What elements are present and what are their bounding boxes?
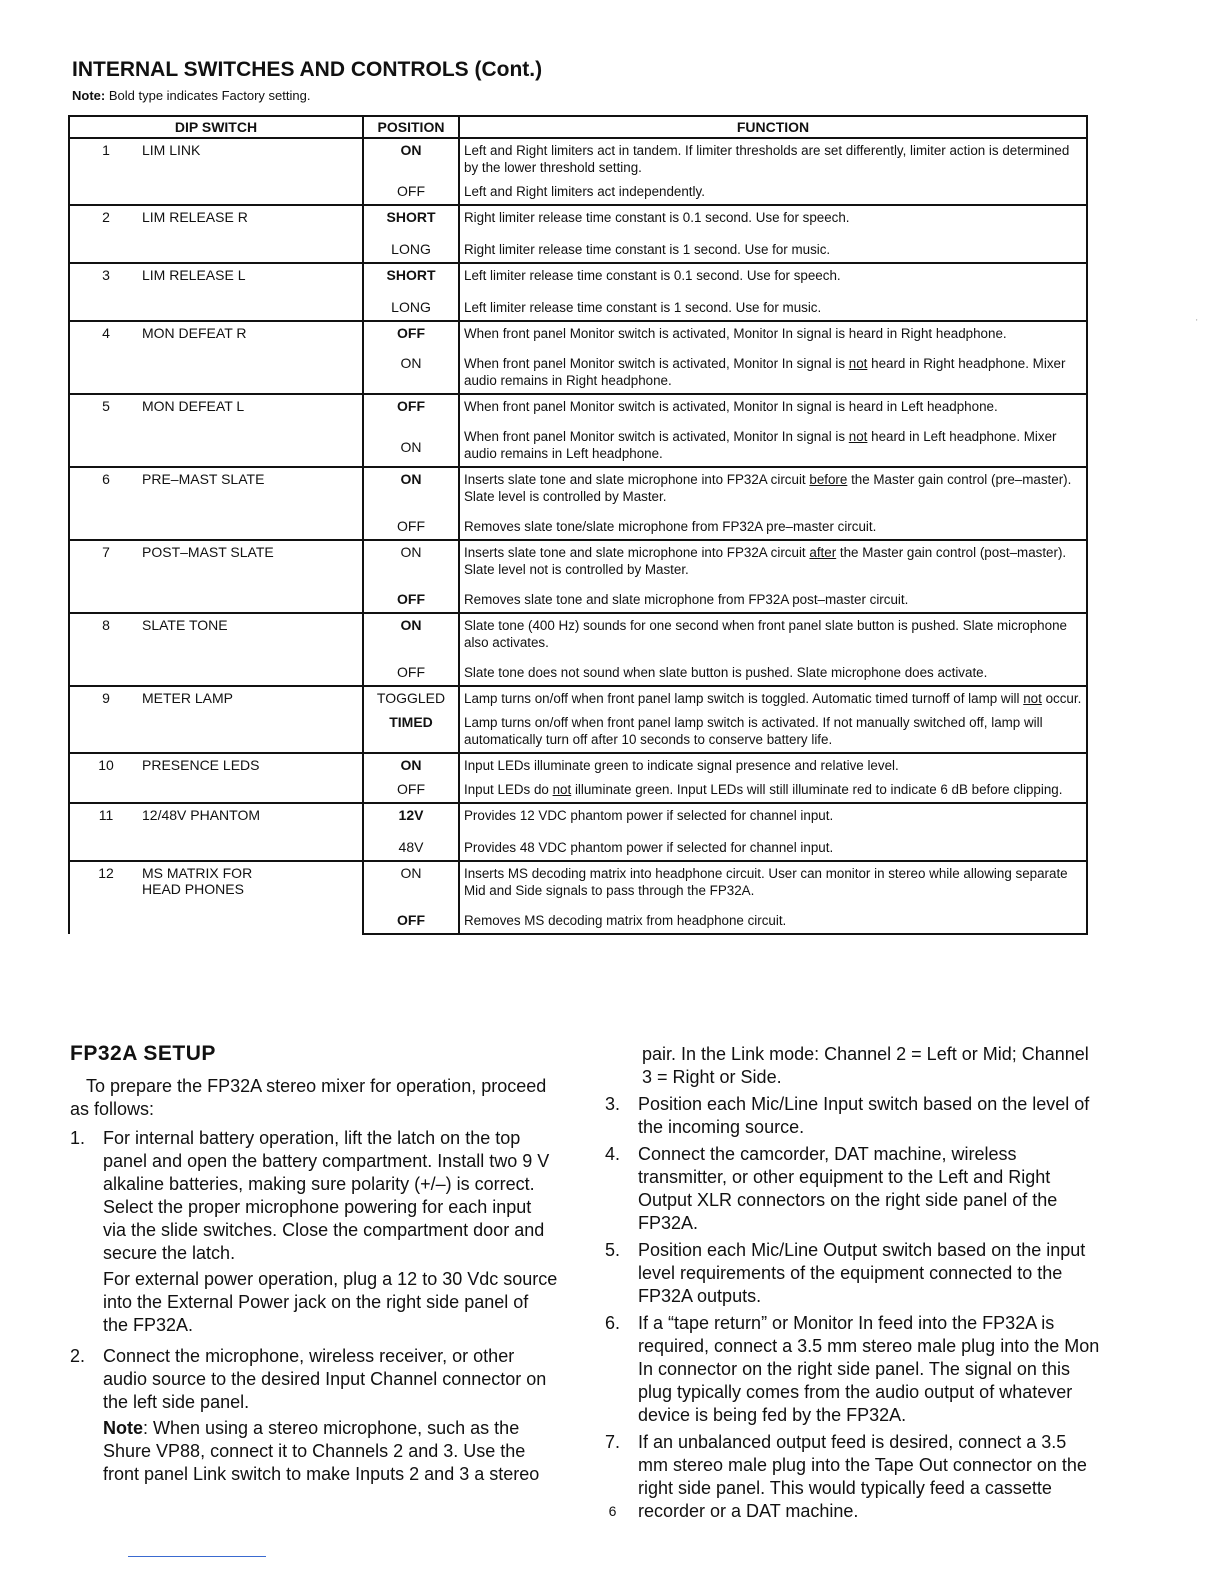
switch-position: TIMED — [389, 714, 433, 730]
switch-function: Slate tone (400 Hz) sounds for one second when front panel slate button is pushed. Slate microphone also activates. — [464, 618, 1067, 650]
dip-switch-table — [68, 115, 1088, 935]
setup-title: FP32A SETUP — [70, 1042, 216, 1065]
switch-number: 1 — [102, 142, 110, 158]
switch-position: SHORT — [386, 209, 436, 225]
table-row — [69, 686, 1087, 711]
switch-function: Removes slate tone and slate microphone from FP32A post–master circuit. — [464, 592, 909, 607]
step-number: 1. — [70, 1128, 86, 1148]
switch-name: PRE–MAST SLATE — [142, 471, 265, 487]
step-text: For external power operation, plug a 12 to 30 Vdc source into the External Power jack on the right side panel of the FP32A. — [103, 1269, 558, 1335]
switch-position: ON — [400, 865, 422, 881]
step-note: Note: When using a stereo microphone, such as the Shure VP88, connect it to Channels 2 and 3. Use the front panel Link switch to make Inputs 2 and 3 a stereo — [103, 1418, 540, 1484]
switch-function: Input LEDs do not illuminate green. Input LEDs will still illuminate red to indicate 6 dB before clipping. — [464, 782, 1063, 797]
switch-name: 12/48V PHANTOM — [142, 807, 261, 823]
switch-function: Left limiter release time constant is 0.1 second. Use for speech. — [464, 268, 841, 283]
table-row — [69, 540, 1087, 588]
switch-position: OFF — [397, 664, 425, 680]
step-number: 6. — [605, 1313, 621, 1333]
page-number: 6 — [608, 1503, 617, 1519]
switch-number: 9 — [102, 690, 110, 706]
switch-number: 7 — [102, 544, 110, 560]
switch-name: POST–MAST SLATE — [142, 544, 274, 560]
switch-name: MS MATRIX FOR HEAD PHONES — [142, 865, 253, 897]
switch-function: When front panel Monitor switch is activated, Monitor In signal is heard in Left headphone. — [464, 399, 998, 414]
switch-number: 5 — [102, 398, 110, 414]
step-text: If a “tape return” or Monitor In feed into the FP32A is required, connect a 3.5 mm stereo male plug into the Mon In connector on the right side panel. The signal on this plug typically comes from the audio output of whatever device is being fed by the FP32A. — [638, 1313, 1100, 1425]
list-item — [605, 1239, 1100, 1308]
table-row — [69, 394, 1087, 425]
switch-function: When front panel Monitor switch is activated, Monitor In signal is not heard in Right headphone. Mixer audio remains in Right headphone. — [464, 356, 1066, 388]
switch-name: SLATE TONE — [142, 617, 228, 633]
switch-position: TOGGLED — [376, 690, 446, 706]
setup-right-column — [605, 1043, 1100, 1523]
switch-function: Removes MS decoding matrix from headphone circuit. — [464, 913, 787, 928]
table-row — [69, 803, 1087, 836]
table-row — [69, 861, 1087, 909]
switch-position: OFF — [397, 183, 425, 199]
switch-number: 10 — [98, 757, 114, 773]
switch-number: 6 — [102, 471, 110, 487]
switch-function: Inserts MS decoding matrix into headphone circuit. User can monitor in stereo while allowing separate Mid and Side signals to pass through the FP32A. — [464, 866, 1068, 898]
step-text: If an unbalanced output feed is desired, connect a 3.5 mm stereo male plug into the Tape Out connector on the right side panel. This would typically feed a cassette recorder or a DAT machine. — [638, 1432, 1087, 1521]
step-number: 5. — [605, 1240, 621, 1260]
table-row — [69, 467, 1087, 515]
table-row — [69, 263, 1087, 296]
step-text: Position each Mic/Line Output switch based on the input level requirements of the equipment connected to the FP32A outputs. — [638, 1240, 1086, 1306]
switch-number: 2 — [102, 209, 110, 225]
switch-position: OFF — [397, 781, 425, 797]
switch-function: Left limiter release time constant is 1 second. Use for music. — [464, 300, 822, 315]
switch-position: OFF — [397, 325, 425, 341]
switch-function: Removes slate tone/slate microphone from FP32A pre–master circuit. — [464, 519, 877, 534]
switch-function: Provides 12 VDC phantom power if selected for channel input. — [464, 808, 834, 823]
table-header-row — [69, 116, 1087, 138]
switch-function: When front panel Monitor switch is activated, Monitor In signal is heard in Right headphone. — [464, 326, 1007, 341]
step-text: Position each Mic/Line Input switch based on the level of the incoming source. — [638, 1094, 1090, 1137]
switch-function: Input LEDs illuminate green to indicate signal presence and relative level. — [464, 758, 899, 773]
switch-function: Provides 48 VDC phantom power if selected for channel input. — [464, 840, 834, 855]
header-function: FUNCTION — [459, 116, 1087, 138]
switch-position: OFF — [397, 398, 425, 414]
switch-function: Lamp turns on/off when front panel lamp switch is toggled. Automatic timed turnoff of lamp will not occur. — [464, 691, 1082, 706]
header-position: POSITION — [363, 116, 459, 138]
switch-position: LONG — [391, 299, 431, 315]
switch-position: OFF — [397, 591, 425, 607]
switch-number: 4 — [102, 325, 110, 341]
table-row — [69, 753, 1087, 778]
step-text: For internal battery operation, lift the latch on the top panel and open the battery compartment. Install two 9 V alkaline batteries, making sure polarity (+/–) is correct. Select the proper microphone powering for each input via the slide switches. Close the compartment door and secure the latch. — [103, 1128, 550, 1263]
switch-function: Inserts slate tone and slate microphone into FP32A circuit before the Master gain control (pre–master). Slate level is controlled by Master. — [464, 472, 1072, 504]
switch-position: SHORT — [386, 267, 436, 283]
switch-name: METER LAMP — [142, 690, 234, 706]
page-title: INTERNAL SWITCHES AND CONTROLS (Cont.) — [72, 58, 543, 81]
switch-position: OFF — [397, 518, 425, 534]
switch-position: 12V — [398, 807, 424, 823]
switch-name: MON DEFEAT L — [142, 398, 245, 414]
switch-function: When front panel Monitor switch is activated, Monitor In signal is not heard in Left headphone. Mixer audio remains in Left headphone. — [464, 429, 1057, 461]
switch-number: 12 — [98, 865, 114, 881]
note-text: Bold type indicates Factory setting. — [108, 88, 311, 103]
switch-position: 48V — [398, 839, 424, 855]
switch-position: OFF — [397, 912, 425, 928]
list-item — [605, 1143, 1100, 1235]
switch-number: 3 — [102, 267, 110, 283]
step-text: Connect the camcorder, DAT machine, wireless transmitter, or other equipment to the Left and Right Output XLR connectors on the right side panel of the FP32A. — [638, 1144, 1058, 1233]
switch-function: Left and Right limiters act in tandem. If limiter thresholds are set differently, limiter action is determined by the lower threshold setting. — [464, 143, 1070, 175]
switch-position: ON — [400, 355, 422, 371]
step-number: 2. — [70, 1346, 86, 1366]
switch-position: ON — [400, 544, 422, 560]
list-item — [70, 1127, 558, 1337]
switch-function: Lamp turns on/off when front panel lamp switch is activated. If not manually switched off, lamp will automatically turn off after 10 seconds to conserve battery life. — [464, 715, 1043, 747]
stray-mark: ' — [1196, 318, 1198, 327]
header-dip-switch: DIP SWITCH — [69, 116, 363, 138]
list-item — [605, 1093, 1100, 1139]
switch-position: LONG — [391, 241, 431, 257]
step-continuation: pair. In the Link mode: Channel 2 = Left or Mid; Channel 3 = Right or Side. — [642, 1044, 1089, 1087]
step-number: 3. — [605, 1094, 621, 1114]
switch-function: Right limiter release time constant is 0.1 second. Use for speech. — [464, 210, 850, 225]
step-number: 4. — [605, 1144, 621, 1164]
list-item — [70, 1345, 558, 1486]
switch-name: LIM RELEASE R — [142, 209, 248, 225]
table-row — [69, 613, 1087, 661]
switch-position: ON — [400, 142, 422, 158]
switch-function: Inserts slate tone and slate microphone into FP32A circuit after the Master gain control (post–master). Slate level not is controlled by Master. — [464, 545, 1067, 577]
note-line — [72, 88, 310, 103]
switch-name: LIM RELEASE L — [142, 267, 246, 283]
step-text: Connect the microphone, wireless receiver, or other audio source to the desired Input Channel connector on the left side panel. — [103, 1346, 547, 1412]
switch-name: PRESENCE LEDS — [142, 757, 260, 773]
switch-name: MON DEFEAT R — [142, 325, 247, 341]
note-label: Note: — [72, 88, 106, 103]
switch-function: Left and Right limiters act independently. — [464, 184, 705, 199]
switch-number: 11 — [98, 807, 114, 823]
switch-position: ON — [400, 471, 422, 487]
table-row — [69, 205, 1087, 238]
switch-function: Slate tone does not sound when slate button is pushed. Slate microphone does activate. — [464, 665, 988, 680]
switch-position: ON — [400, 617, 422, 633]
footer-rule — [128, 1556, 266, 1557]
switch-name: LIM LINK — [142, 142, 201, 158]
setup-left-column — [70, 1075, 558, 1486]
list-item — [605, 1312, 1100, 1427]
switch-position: ON — [400, 439, 422, 455]
setup-intro: To prepare the FP32A stereo mixer for operation, proceed as follows: — [70, 1076, 547, 1119]
table-row — [69, 138, 1087, 180]
switch-position: ON — [400, 757, 422, 773]
step-number: 7. — [605, 1432, 621, 1452]
table-row — [69, 321, 1087, 352]
switch-function: Right limiter release time constant is 1 second. Use for music. — [464, 242, 831, 257]
switch-number: 8 — [102, 617, 110, 633]
